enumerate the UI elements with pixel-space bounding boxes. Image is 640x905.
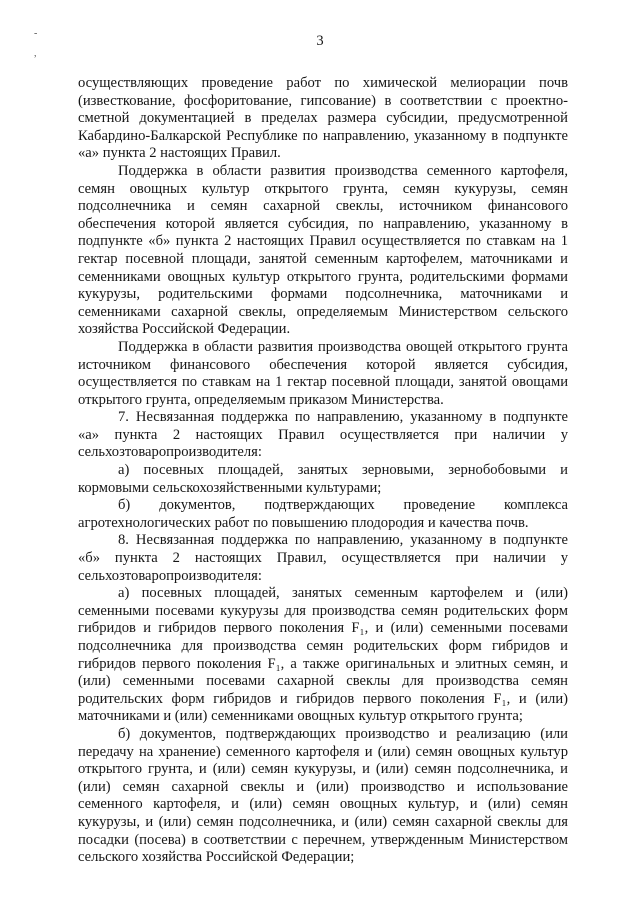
document-body bbox=[78, 75, 568, 867]
scan-mark: - bbox=[34, 28, 38, 39]
paragraph-seed-support: Поддержка в области развития производства семенного картофеля, семян овощных культур открытого грунта, семян кукурузы, семян подсолнечника и семян сахарной свеклы, источником финансового обеспечения которой является субсидия, по направлению, указанному в подпункте «б» пункта 2 настоящих Правил осуществляется по ставкам на 1 гектар посевной площади, занятой семенным картофелем, маточниками и семенниками овощных культур открытого грунта, родительскими формами кукурузы, родительскими формами подсолнечника, маточниками и семенниками сахарной свеклы, определяемым Министерством сельского хозяйства Российской Федерации. bbox=[78, 162, 568, 338]
page-number: 3 bbox=[316, 33, 324, 49]
paragraph-item-7: 7. Несвязанная поддержка по направлению, указанному в подпункте «а» пункта 2 настоящих Правил осуществляется при наличии у сельхозтоваропроизводителя: bbox=[78, 409, 568, 461]
scan-mark: , bbox=[34, 48, 37, 59]
paragraph-item-8a: а) посевных площадей, занятых семенным картофелем и (или) семенными посевами кукурузы для производства семян родительских форм гибридов и гибридов первого поколения F₁, и (или) семенными посевами подсолнечника для производства семян родительских форм гибридов и гибридов первого поколения F₁, а также оригинальных и элитных семян, и (или) семенными посевами сахарной свеклы для производства семян родительских форм гибридов и гибридов первого поколения F₁, и (или) маточниками и (или) семенниками овощных культур открытого грунта; bbox=[78, 585, 568, 725]
paragraph-item-7a: а) посевных площадей, занятых зерновыми, зернобобовыми и кормовыми сельскохозяйственными культурами; bbox=[78, 462, 568, 496]
paragraph-item-8b: б) документов, подтверждающих производство и реализацию (или передачу на хранение) семенного картофеля и (или) семян овощных культур открытого грунта, и (или) семян кукурузы, и (или) семян подсолнечника, и (или) семян сахарной свеклы и (или) производство и использование семенного картофеля, и (или) семян овощных культур, и (или) семян кукурузы, и (или) семян подсолнечника, и (или) семян сахарной свеклы для посадки (посева) в соответствии с перечнем, утвержденным Министерством сельского хозяйства Российской Федерации; bbox=[78, 725, 568, 866]
paragraph-item-7b: б) документов, подтверждающих проведение комплекса агротехнологических работ по повышению плодородия и качества почв. bbox=[78, 497, 568, 531]
paragraph-continuation: осуществляющих проведение работ по химической мелиорации почв (известкование, фосфоритование, гипсование) в соответствии с проектно-сметной документацией в пределах размера субсидии, предусмотренной Кабардино-Балкарской Республике по направлению, указанному в подпункте «а» пункта 2 настоящих Правил. bbox=[78, 75, 568, 162]
paragraph-item-8: 8. Несвязанная поддержка по направлению, указанному в подпункте «б» пункта 2 настоящих Правил, осуществляется при наличии у сельхозтоваропроизводителя: bbox=[78, 532, 568, 584]
paragraph-vegetable-support: Поддержка в области развития производства овощей открытого грунта источником финансового обеспечения которой является субсидия, осуществляется по ставкам на 1 гектар посевной площади, занятой овощами открытого грунта, определяемым приказом Министерства. bbox=[78, 338, 568, 408]
